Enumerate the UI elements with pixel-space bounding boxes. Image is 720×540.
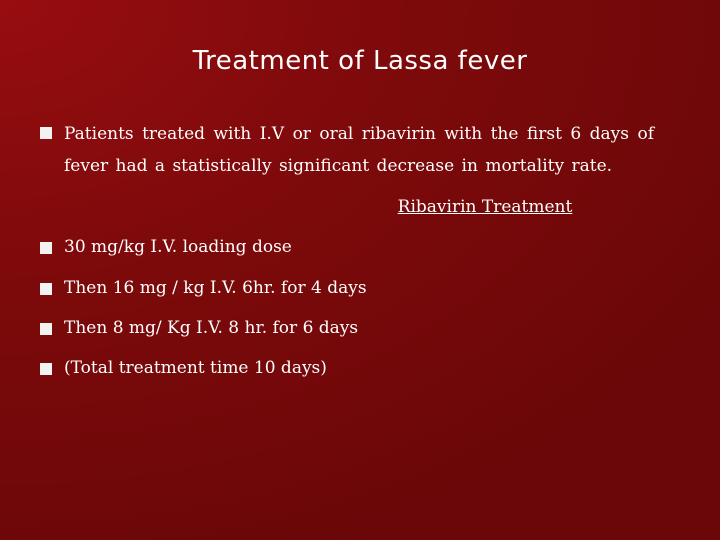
dosage-bullet-text: Then 16 mg / kg I.V. 6hr. for 4 days	[64, 278, 367, 298]
square-bullet-icon	[40, 363, 52, 375]
dosage-bullet-text: Then 8 mg/ Kg I.V. 8 hr. for 6 days	[64, 318, 359, 338]
square-bullet-icon	[40, 323, 52, 335]
square-bullet-icon	[40, 127, 52, 139]
square-bullet-icon	[40, 283, 52, 295]
subheading-text: Ribavirin Treatment	[397, 197, 573, 217]
dosage-bullet-text: 30 mg/kg I.V. loading dose	[64, 237, 292, 257]
square-bullet-icon	[40, 242, 52, 254]
intro-bullet-text: Patients treated with I.V or oral ribavirin with the first 6 days of fever had a statistically significant decrease in mortality rate.	[64, 124, 654, 176]
dosage-bullet-text: (Total treatment time 10 days)	[64, 358, 327, 378]
subheading	[0, 197, 720, 217]
slide-title: Treatment of Lassa fever	[192, 46, 528, 76]
